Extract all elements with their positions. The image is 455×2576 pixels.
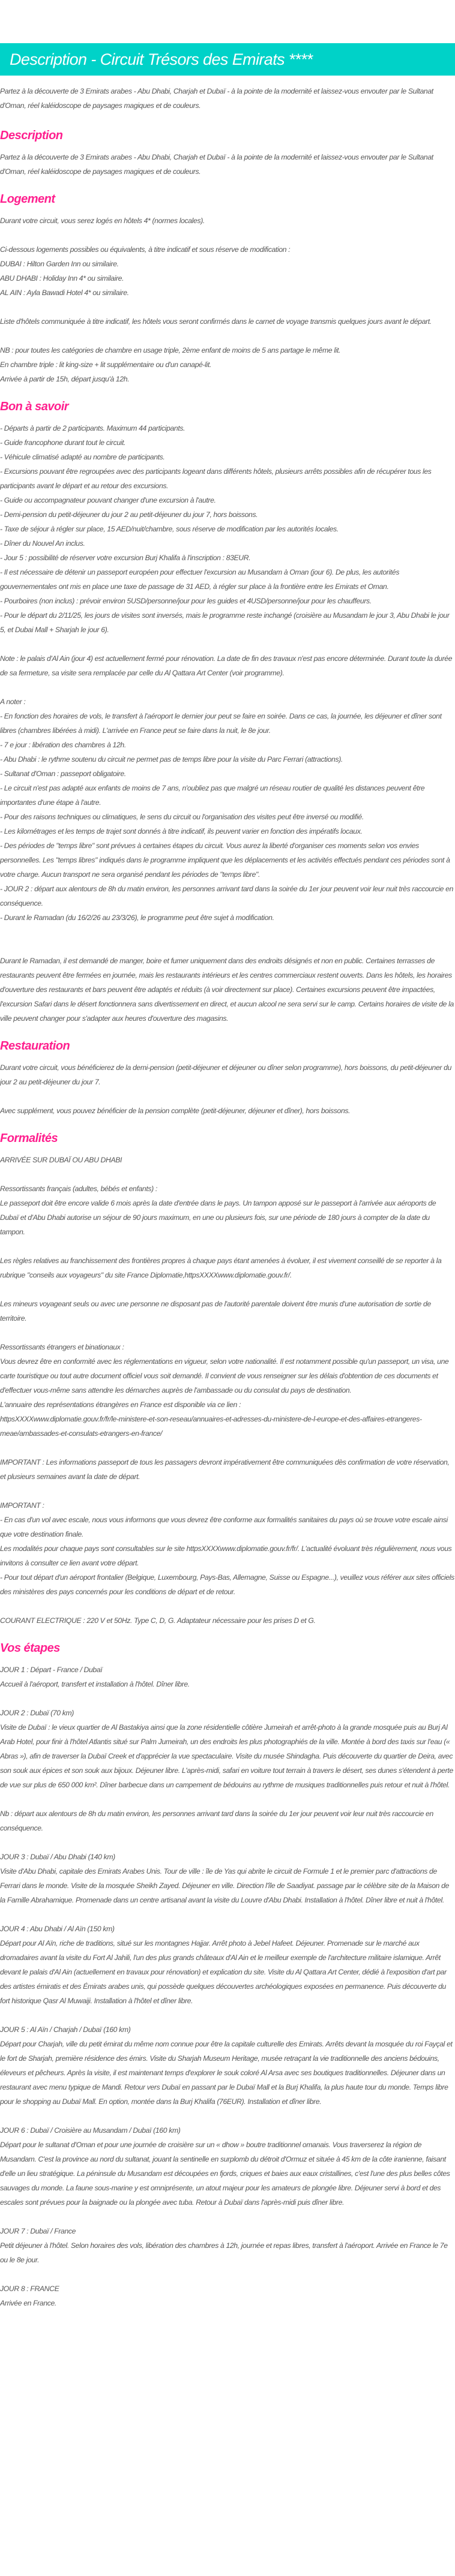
day-note: Nb : départ aux alentours de 8h du matin environ, les personnes arrivant tard dans la soirée du 1er jour peuvent voir leur nuit très raccourcie en conséquence. [0, 1809, 433, 1832]
day-text: Départ pour le sultanat d'Oman et pour une journée de croisière sur un « dhow » boutre traditionnel omanais. Vous traverserez la région de Musandam. C'est la province au nord du sultanat, jouant la sentinelle en surplomb du détroit d'Ormuz et située à 45 km de la côte iranienne, faisant d'elle un lieu stratégique. La péninsule du Musandam est découpées en fjords, criques et baies aux eaux cristallines, c'est l'une des plus belles côtes sauvages du monde. La faune sous-marine y est omniprésente, un atout majeur pour les amateurs de plongée libre. Déjeuner servi à bord et des escales sont prévues pour la baignade ou la plongée avec tuba. Retour à Dubaï dans l'après-midi puis dîner libre. [0, 2141, 450, 2207]
day-title: JOUR 7 : Dubaï / France [0, 2227, 76, 2235]
hotel-abu-dhabi: ABU DHABI : Holiday Inn 4* ou similaire. [0, 274, 124, 282]
day-text: Visite de Dubaï : le vieux quartier de Al Bastakiya ainsi que la zone résidentielle côtière Jumeirah et arrêt-photo à la grande mosquée puis au Burj Al Arab Hotel, pour finir à l'hôtel Atlantis situé sur Palm Jumeirah, un des endroits les plus photographiés de la ville. Montée à bord des taxis sur l'eau (« Abras »), afin de traverser la Dubaï Creek et d'apprécier la vue spectaculaire. Visite du musée Shindagha. Puis découverte du quartier de Deira, avec son souk aux épices et son souk aux bijoux. Déjeuner libre. L'après-midi, safari en voiture tout terrain à travers le désert, ses dunes s'étendent à perte de vue sur plus de 650 000 km². Dîner barbecue dans un campement de bédouins au rythme de musiques traditionnelles puis retour et nuit à l'hôtel. [0, 1723, 453, 1789]
day-text: Petit déjeuner à l'hôtel. Selon horaires des vols, libération des chambres à 12h, journée et repas libres, transfert à l'aéroport. Arrivée en France le 7e ou le 8e jour. [0, 2241, 448, 2264]
section-etapes [0, 1642, 455, 2310]
annuaire-label: L'annuaire des représentations étrangères en France est disponible via ce lien : [0, 1400, 241, 1409]
day-2 [0, 1706, 455, 1792]
section-heading-description: Description [0, 129, 63, 142]
title-bar [0, 43, 455, 76]
bon-a-savoir-list [0, 421, 455, 637]
nb-line: Arrivée à partir de 15h, départ jusqu'à 12h. [0, 375, 130, 383]
annuaire-link[interactable]: httpsXXXXwww.diplomatie.gouv.fr/fr/le-ministere-et-son-reseau/annuaires-et-adresses-du-ministere-de-l-europe-et-des-affaires-etrangeres-meae/ambassades-et-consulats-etrangers-en-france/ [0, 1415, 422, 1438]
section-restauration [0, 1040, 455, 1118]
day-2-note [0, 1806, 455, 1835]
formalites-minors: Les mineurs voyageant seuls ou avec une personne ne disposant pas de l'autorité parentale doivent être munis d'une autorisation de sortie de territoire. [0, 1300, 431, 1322]
list-item: - Guide ou accompagnateur pouvant changer d'une excursion à l'autre. [0, 496, 216, 504]
list-item: - Durant le Ramadan (du 16/2/26 au 23/3/26), le programme peut être sujet à modification. [0, 913, 274, 922]
formalites-french [0, 1182, 455, 1239]
al-ain-palace-note: Note : le palais d'Al Ain (jour 4) est actuellement fermé pour rénovation. La date de fin des travaux n'est pas encore déterminée. Durant toute la durée de sa fermeture, sa visite sera remplacée par celle du Al Qattara Art Center (voir programme). [0, 654, 453, 677]
list-item: - Jour 5 : possibilité de réserver votre excursion Burj Khalifa à l'inscription : 83EUR. [0, 554, 251, 562]
formalites-arrival: ARRIVÉE SUR DUBAÏ OU ABU DHABI [0, 1156, 122, 1164]
section-logement [0, 193, 455, 386]
list-item: - Il est nécessaire de détenir un passeport européen pour effectuer l'excursion au Musandam à Oman (jour 6). De plus, les autorités gouvernementales ont mis en place une taxe de passage de 31 AED, à régler sur place à la frontière entre les Emirats et Oman. [0, 568, 400, 591]
day-title: JOUR 6 : Dubaï / Croisière au Musandam / Dubaï (160 km) [0, 2126, 181, 2135]
list-item: - Taxe de séjour à régler sur place, 15 AED/nuit/chambre, sous réserve de modification par les autorités locales. [0, 525, 339, 533]
list-item: - Guide francophone durant tout le circuit. [0, 438, 126, 447]
ramadan-note: Durant le Ramadan, il est demandé de manger, boire et fumer uniquement dans des endroits désignés et non en public. Certaines terrasses de restaurants peuvent être fermées en journée, mais les restaurants intérieurs et les centres commerciaux restent ouverts. Dans les hôtels, les horaires d'ouverture des restaurants et bars peuvent être adaptés et réduits (à voir directement sur place). Certaines excursions peuvent être impactées, l'excursion Safari dans le désert fonctionnera sans divertissement en direct, et aucun alcool ne sera servi sur le camp. Certains horaires de visite de la ville peuvent changer pour s'adapter aux heures d'ouverture des magasins. [0, 957, 454, 1023]
day-5 [0, 2022, 455, 2109]
formalites-important-block [0, 1498, 455, 1599]
list-item: - Demi-pension du petit-déjeuner du jour 2 au petit-déjeuner du jour 7, hors boissons. [0, 510, 258, 519]
day-title: JOUR 4 : Abu Dhabi / Al Aïn (150 km) [0, 1925, 115, 1933]
important-line: - En cas d'un vol avec escale, nous vous informons que vous devrez être conforme aux formalités sanitaires du pays où se trouve votre escale ainsi que votre destination finale. [0, 1516, 448, 1538]
important-line: - Pour tout départ d'un aéroport frontalier (Belgique, Luxembourg, Pays-Bas, Allemagne, Suisse ou Espagne...), veuillez vous référer aux sites officiels des ministères des pays concernés pour les conditions de départ et de retour. [0, 1573, 454, 1596]
list-item: - Les kilométrages et les temps de trajet sont donnés à titre indicatif, ils peuvent varier en fonction des impératifs locaux. [0, 827, 363, 835]
day-text: Départ pour Al Aïn, riche de traditions, situé sur les montagnes Hajjar. Arrêt photo à Jebel Hafeet. Déjeuner. Promenade sur le marché aux dromadaires avant la visite du Fort Al Jahili, l'un des plus grands châteaux d'Al Ain et le meilleur exemple de l'architecture militaire islamique. Arrêt devant le palais d'Al Ain (actuellement en travaux pour rénovation) et explication du site. Visite du Al Qattara Art Center, dédié à l'exposition d'art par des artistes émiratis et des Émirats arabes unis, qui possède quelques découvertes archéologiques exposées en permanence. Puis découverte du fort historique Qasr Al Muwaiji. Installation à l'hôtel et dîner libre. [0, 1939, 447, 2005]
list-item: - En fonction des horaires de vols, le transfert à l'aéroport le dernier jour peut se faire en soirée. Dans ce cas, la journée, les déjeuner et dîner sont libres (chambres libérées à midi). L'arrivée en France peut se faire dans la nuit, le 8e jour. [0, 712, 442, 735]
hotel-list-intro: Ci-dessous logements possibles ou équivalents, à titre indicatif et sous réserve de modification : [0, 245, 291, 254]
important-line: Les modalités pour chaque pays sont consultables sur le site httpsXXXXwww.diplomatie.gouv.fr/fr/. L'actualité évoluant très régulièrement, nous vous invitons à consulter ce lien avant votre départ. [0, 1544, 452, 1567]
day-3 [0, 1850, 455, 1907]
spacer [0, 939, 455, 954]
logement-intro: Durant votre circuit, vous serez logés en hôtels 4* (normes locales). [0, 217, 205, 225]
list-item: - Véhicule climatisé adapté au nombre de participants. [0, 453, 165, 461]
nb-line: NB : pour toutes les catégories de chambre en usage triple, 2ème enfant de moins de 5 ans partage le même lit. [0, 346, 341, 354]
list-item: - Dîner du Nouvel An inclus. [0, 539, 85, 548]
section-description [0, 130, 455, 179]
day-title: JOUR 2 : Dubaï (70 km) [0, 1709, 74, 1717]
page-title: Description - Circuit Trésors des Emirats **** [10, 50, 313, 68]
hotel-dubai: DUBAI : Hilton Garden Inn ou similaire. [0, 260, 119, 268]
nb-line: En chambre triple : lit king-size + lit supplémentaire ou d'un canapé-lit. [0, 360, 212, 369]
a-noter-title: A noter : [0, 698, 26, 706]
a-noter-block [0, 695, 455, 925]
description-text: Partez à la découverte de 3 Emirats arabes - Abu Dhabi, Charjah et Dubaï - à la pointe de la modernité et laissez-vous envouter par le Sultanat d'Oman, réel kaléidoscope de paysages magiques et de couleurs. [0, 153, 433, 176]
day-text: Départ pour Charjah, ville du petit émirat du même nom connue pour être la capitale culturelle des Emirats. Arrêts devant la mosquée du roi Fayçal et le fort de Sharjah, première résidence des émirs. Visite du Sharjah Museum Heritage, musée retraçant la vie traditionnelle des anciens bédouins, éleveurs et pêcheurs. Après la visite, il est maintenant temps d'explorer le souk coloré Al Arsa avec ses boutiques traditionnelles. Déjeuner dans un restaurant avec menu typique de Mandi. Retour vers Dubaï en passant par le Dubaï Mall et la Burj Khalifa, la plus haute tour du monde. Temps libre pour le shopping au Dubaï Mall. En option, montée dans la Burj Khalifa (76EUR). Installation et dîner libre. [0, 2040, 453, 2106]
day-title: JOUR 3 : Dubaï / Abu Dhabi (140 km) [0, 1853, 115, 1861]
logement-hotels [0, 242, 455, 300]
list-item: - Pour des raisons techniques ou climatiques, le sens du circuit ou l'organisation des visites peut être inversé ou modifié. [0, 813, 364, 821]
formalites-courant: COURANT ELECTRIQUE : 220 V et 50Hz. Type C, D, G. Adaptateur nécessaire pour les prises D et G. [0, 1616, 316, 1625]
hotel-al-ain: AL AIN : Ayla Bawadi Hotel 4* ou similaire. [0, 288, 129, 297]
day-1 [0, 1663, 455, 1691]
restauration-half-board: Durant votre circuit, vous bénéficierez de la demi-pension (petit-déjeuner et déjeuner ou dîner selon programme), hors boissons, du petit-déjeuner du jour 2 au petit-déjeuner du jour 7. [0, 1063, 451, 1086]
section-heading-logement: Logement [0, 193, 55, 206]
restauration-full-board: Avec supplément, vous pouvez bénéficier de la pension complète (petit-déjeuner, déjeuner et dîner), hors boissons. [0, 1107, 351, 1115]
list-item: - Départs à partir de 2 participants. Maximum 44 participants. [0, 424, 185, 432]
list-item: - Pour le départ du 2/11/25, les jours de visites sont inversés, mais le programme reste inchangé (croisière au Musandam le jour 3, Abu Dhabi le jour 5, et Dubai Mall + Sharjah le jour 6). [0, 611, 450, 634]
day-6 [0, 2123, 455, 2210]
important-title: IMPORTANT : [0, 1501, 44, 1510]
day-title: JOUR 1 : Départ - France / Dubaï [0, 1666, 103, 1674]
foreign-nationals-text: Vous devrez être en conformité avec les réglementations en vigueur, selon votre nationalité. Il est notamment possible qu'un passeport, un visa, une carte touristique ou tout autre document officiel vous soit demandé. Il convient de vous renseigner sur les délais d'obtention de ces documents et d'effectuer vous-même sans attendre les démarches auprès de l'ambassade ou du consulat du pays de destination. [0, 1357, 449, 1394]
list-item: - 7 e jour : libération des chambres à 12h. [0, 741, 126, 749]
list-item: - Le circuit n'est pas adapté aux enfants de moins de 7 ans, n'oubliez pas que malgré un réseau routier de qualité les distances peuvent être importantes d'une étape à l'autre. [0, 784, 425, 807]
section-heading-formalites: Formalités [0, 1132, 58, 1145]
section-formalites [0, 1132, 455, 1628]
list-item: - JOUR 2 : départ aux alentours de 8h du matin environ, les personnes arrivant tard dans la soirée du 1er jour peuvent voir leur nuit très raccourcie en conséquence. [0, 885, 453, 907]
formalites-important-passport: IMPORTANT : Les informations passeport de tous les passagers devront impérativement être communiquées dès confirmation de votre réservation, et plusieurs semaines avant la date de départ. [0, 1458, 450, 1481]
day-title: JOUR 8 : FRANCE [0, 2285, 59, 2293]
section-heading-restauration: Restauration [0, 1039, 70, 1053]
day-4 [0, 1922, 455, 2008]
list-item: - Pourboires (non inclus) : prévoir environ 5USD/personne/jour pour les guides et 4USD/personne/jour pour les chauffeurs. [0, 597, 372, 605]
day-8 [0, 2282, 455, 2310]
list-item: - Des périodes de "temps libre" sont prévues à certaines étapes du circuit. Vous aurez la liberté d'organiser ces moments selon vos envies personnelles. Les "temps libres" indiqués dans le programme impliquent que les déplacements et les activités effectués pendant ces périodes sont à votre charge. Aucun transport ne sera organisé pendant les périodes de "temps libre". [0, 841, 450, 879]
french-nationals-title: Ressortissants français (adultes, bébés et enfants) : [0, 1185, 157, 1193]
day-text: Accueil à l'aéroport, transfert et installation à l'hôtel. Dîner libre. [0, 1680, 190, 1688]
list-item: - Abu Dhabi : le rythme soutenu du circuit ne permet pas de temps libre pour la visite du Parc Ferrari (attractions). [0, 755, 343, 764]
foreign-nationals-title: Ressortissants étrangers et binationaux : [0, 1343, 124, 1351]
section-heading-bon-a-savoir: Bon à savoir [0, 400, 69, 413]
list-item: - Excursions pouvant être regroupées avec des participants logeant dans différents hôtels, plusieurs arrêts possibles afin de récupérer tous les participants avant le départ et au retour des excursions. [0, 467, 432, 490]
day-title: JOUR 5 : Al Aïn / Charjah / Dubaï (160 km) [0, 2025, 131, 2034]
french-nationals-text: Le passeport doit être encore valide 6 mois après la date d'entrée dans le pays. Un tampon apposé sur le passeport à l'arrivée aux aéroports de Dubaï et d'Abu Dhabi autorise un séjour de 90 jours maximum, en une ou plusieurs fois, sur une période de 180 jours à compter de la date du tampon. [0, 1199, 436, 1236]
logement-nb [0, 343, 455, 386]
section-heading-etapes: Vos étapes [0, 1642, 60, 1655]
day-text: Arrivée en France. [0, 2299, 56, 2307]
day-7 [0, 2224, 455, 2267]
logement-hotel-note: Liste d'hôtels communiquée à titre indicatif, les hôtels vous seront confirmés dans le carnet de voyage transmis quelques jours avant le départ. [0, 317, 432, 326]
list-item: - Sultanat d'Oman : passeport obligatoire. [0, 770, 126, 778]
intro-text: Partez à la découverte de 3 Emirats arabes - Abu Dhabi, Charjah et Dubaï - à la pointe de la modernité et laissez-vous envouter par le Sultanat d'Oman, réel kaléidoscope de paysages magiques et de couleurs. [0, 87, 433, 110]
formalites-rules: Les règles relatives au franchissement des frontières propres à chaque pays étant amenées à évoluer, il est vivement conseillé de se reporter à la rubrique "conseils aux voyageurs" du site France Diplomatie,httpsXXXXwww.diplomatie.gouv.fr/. [0, 1257, 442, 1279]
section-bon-a-savoir [0, 401, 455, 1026]
formalites-foreign [0, 1340, 455, 1441]
day-text: Visite d'Abu Dhabi, capitale des Emirats Arabes Unis. Tour de ville : île de Yas qui abrite le circuit de Formule 1 et le premier parc d'attractions de Ferrari dans le monde. Visite de la mosquée Sheikh Zayed. Déjeuner en ville. Direction l'île de Saadiyat. passage par le célèbre site de la Maison de la Famille Abrahamique. Promenade dans un centre artisanal avant la visite du Louvre d'Abu Dhabi. Installation à l'hôtel. Dîner libre et nuit à l'hôtel. [0, 1867, 450, 1904]
